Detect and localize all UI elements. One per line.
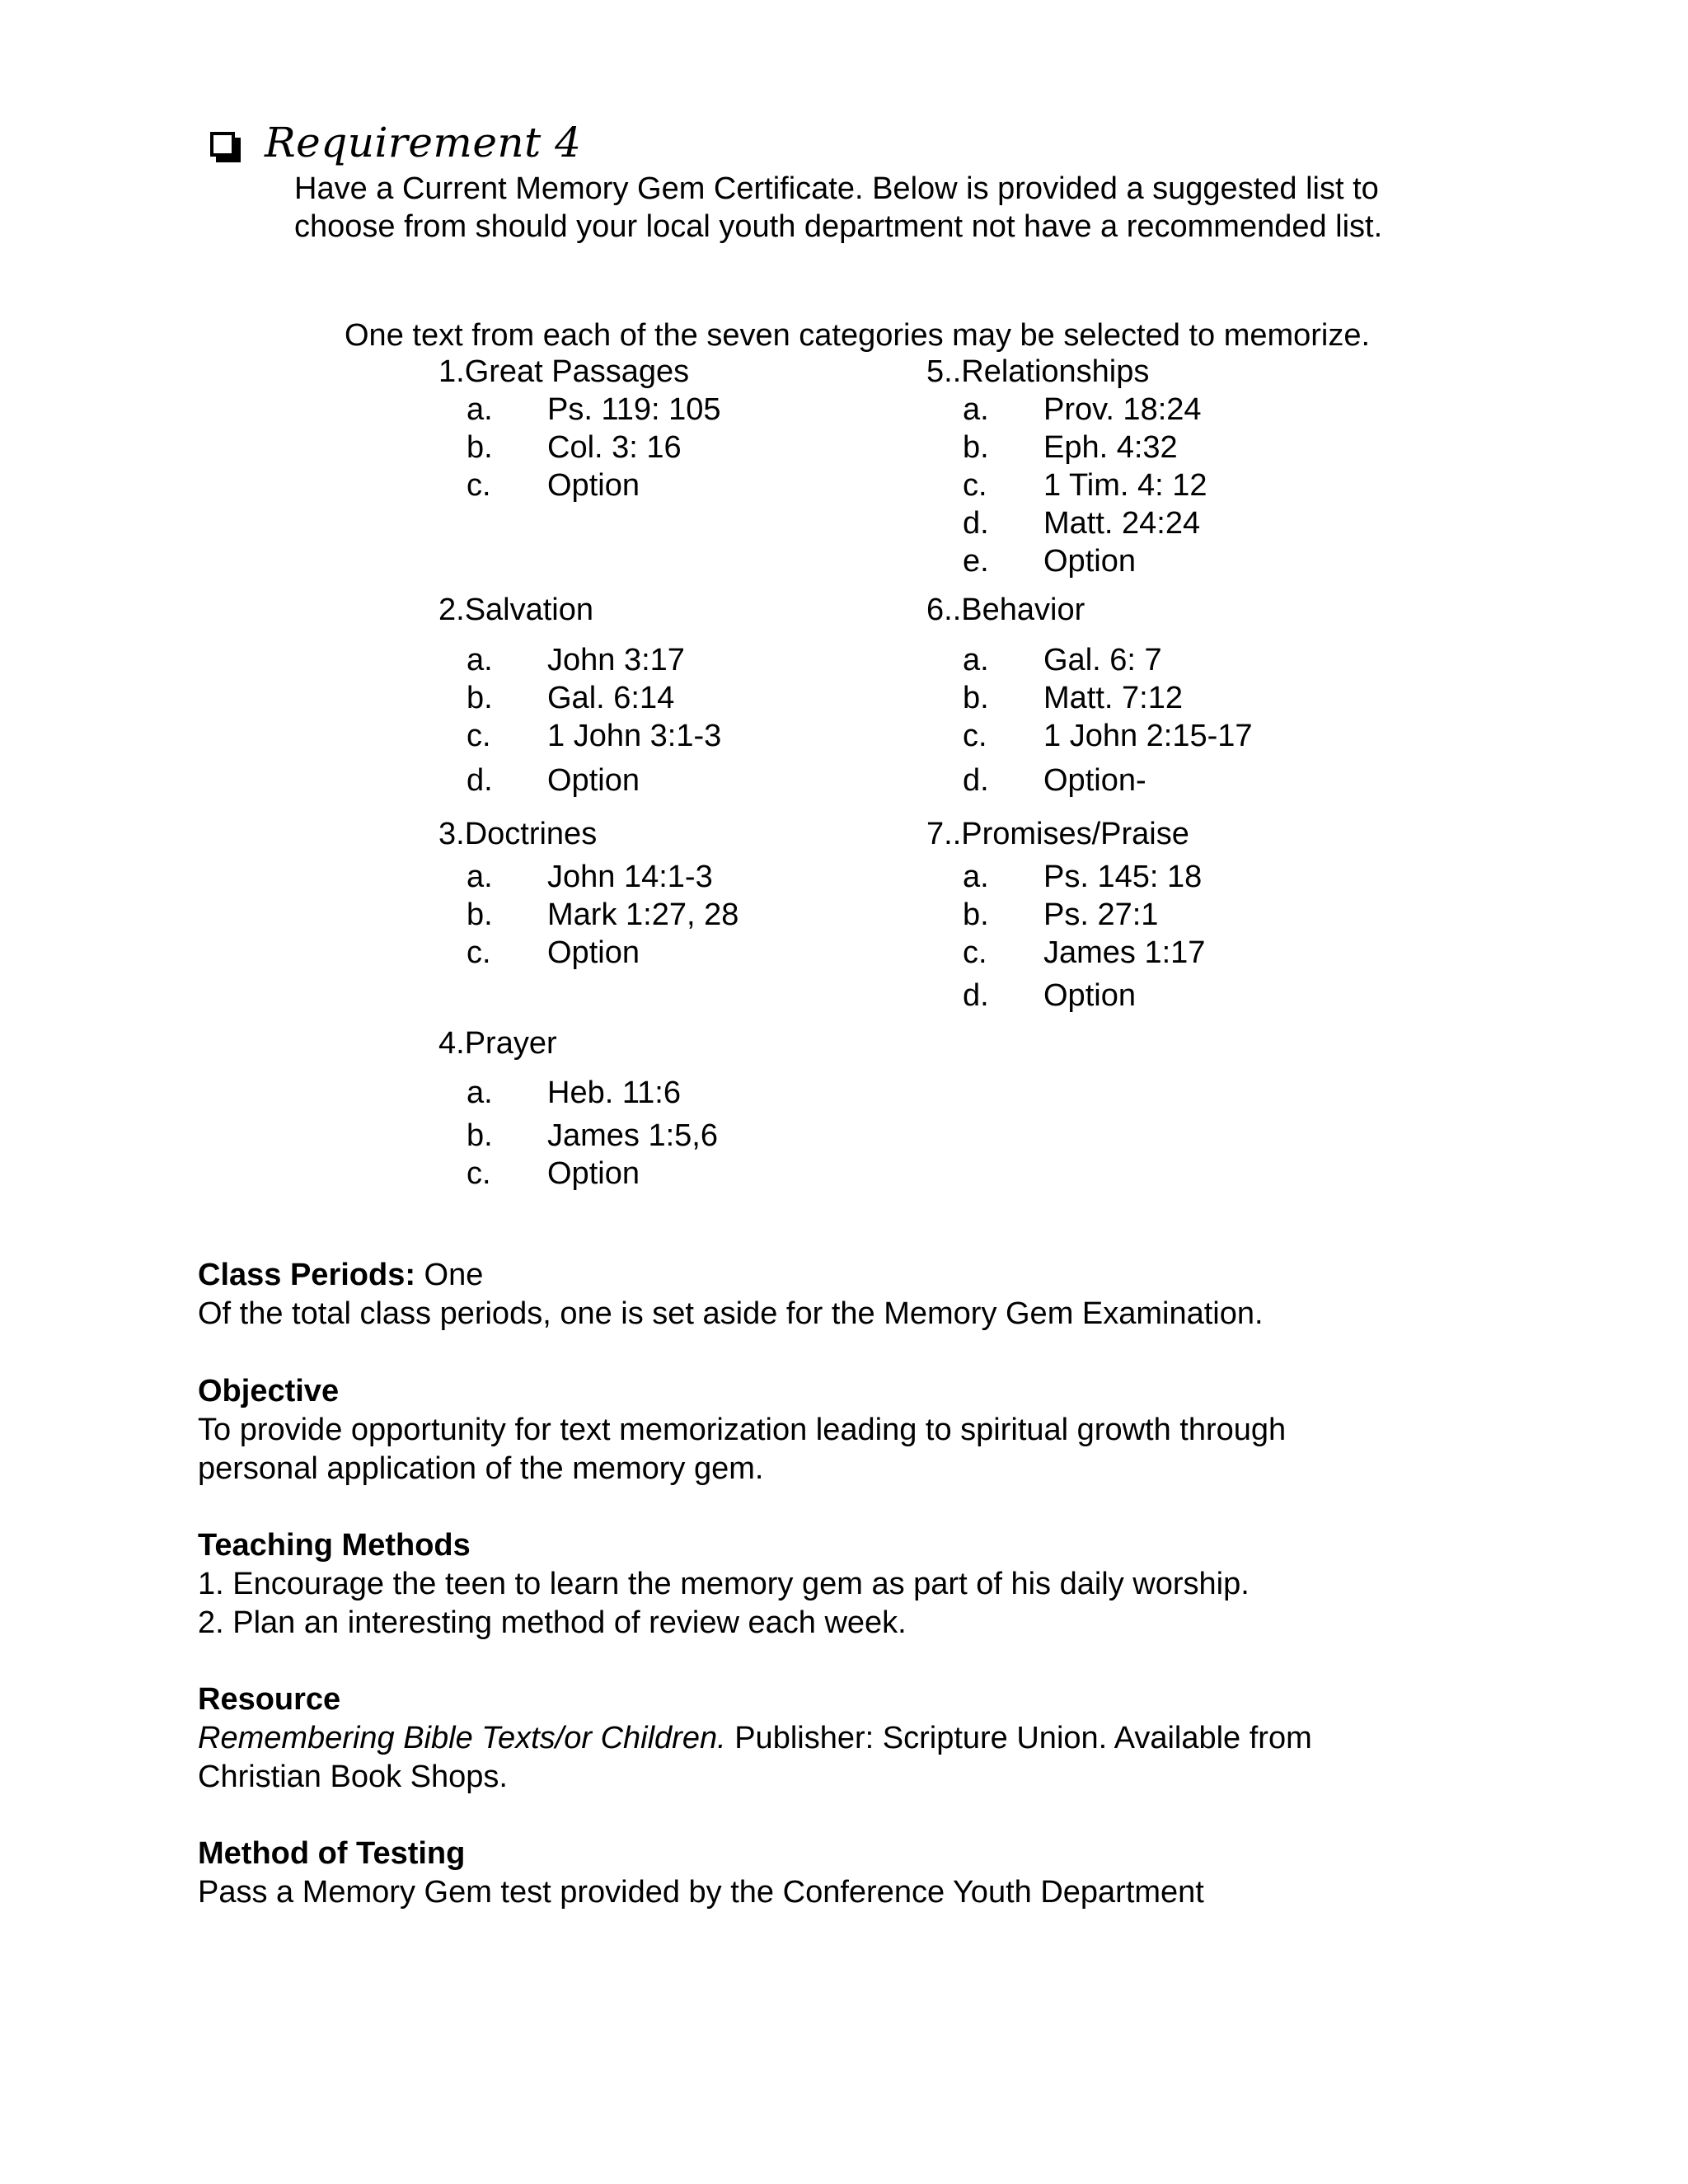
requirement-title: Requirement 4 [265,119,582,166]
category-title: 6..Behavior [926,593,1085,627]
item-reference: Prov. 18:24 [1043,392,1202,427]
item-letter: c. [467,935,491,970]
item-letter: b. [467,898,493,932]
resource-text: Publisher: Scripture Union. Available from Christian Book Shops. [198,1721,1312,1794]
item-letter: b. [467,1118,493,1153]
item-reference: Option [1043,544,1136,579]
item-letter: d. [963,506,989,541]
category-title: 5..Relationships [926,354,1150,389]
item-letter: a. [963,860,989,894]
item-letter: e. [963,544,989,579]
resource-title: Remembering Bible Texts/or Children. [198,1721,726,1755]
item-letter: b. [963,681,989,715]
class-periods-label: Class Periods: [198,1258,415,1292]
item-reference: Option- [1043,763,1146,798]
resource-heading: Resource [198,1682,341,1717]
item-letter: b. [963,430,989,465]
resource-text-block [198,1719,1401,1797]
requirement-intro: Have a Current Memory Gem Certificate. Below is provided a suggested list to choose from should your local youth department not have a recommended list. [294,171,1383,244]
objective-section [198,1372,1484,1488]
objective-heading: Objective [198,1374,340,1408]
item-letter: c. [467,1156,491,1191]
item-reference: John 14:1-3 [547,860,713,894]
item-reference: Option [547,468,640,503]
requirement-header [210,115,581,170]
method-of-testing-section [198,1835,1484,1912]
item-letter: b. [467,681,493,715]
item-reference: Matt. 7:12 [1043,681,1183,715]
teaching-methods-section [198,1526,1484,1643]
checkbox-icon [210,132,235,157]
item-letter: c. [963,468,987,503]
item-letter: d. [963,763,989,798]
item-reference: John 3:17 [547,643,685,677]
item-reference: Col. 3: 16 [547,430,682,465]
categories-lead: One text from each of the seven categories may be selected to memorize. [345,318,1371,353]
item-reference: Matt. 24:24 [1043,506,1201,541]
category-title: 2.Salvation [438,593,594,627]
item-letter: c. [963,719,987,753]
objective-text: To provide opportunity for text memorization leading to spiritual growth through personal application of the memory gem. [198,1413,1287,1486]
category-title: 7..Promises/Praise [926,817,1189,851]
item-reference: 1 John 3:1-3 [547,719,722,753]
item-reference: Option [547,763,640,798]
item-reference: Eph. 4:32 [1043,430,1178,465]
item-letter: a. [963,392,989,427]
item-letter: c. [963,935,987,970]
item-reference: Gal. 6: 7 [1043,643,1162,677]
item-reference: Ps. 119: 105 [547,392,721,427]
class-periods-value: One [415,1258,484,1292]
item-reference: Ps. 27:1 [1043,898,1159,932]
item-reference: Option [1043,978,1136,1013]
method-of-testing-text: Pass a Memory Gem test provided by the Conference Youth Department [198,1875,1204,1910]
item-reference: James 1:5,6 [547,1118,718,1153]
item-reference: Ps. 145: 18 [1043,860,1203,894]
category-title: 1.Great Passages [438,354,690,389]
item-letter: c. [467,468,491,503]
item-reference: Option [547,935,640,970]
item-letter: d. [963,978,989,1013]
item-reference: 1 John 2:15-17 [1043,719,1253,753]
item-reference: James 1:17 [1043,935,1206,970]
item-reference: Heb. 11:6 [547,1076,681,1110]
item-letter: c. [467,719,491,753]
item-letter: a. [467,392,493,427]
category-title: 4.Prayer [438,1026,557,1061]
item-letter: b. [467,430,493,465]
category-title: 3.Doctrines [438,817,598,851]
item-reference: 1 Tim. 4: 12 [1043,468,1207,503]
class-periods-section [198,1256,1484,1333]
teaching-method-item: 2. Plan an interesting method of review each week. [198,1605,907,1640]
item-reference: Gal. 6:14 [547,681,675,715]
teaching-method-item: 1. Encourage the teen to learn the memory gem as part of his daily worship. [198,1567,1250,1601]
item-reference: Option [547,1156,640,1191]
item-reference: Mark 1:27, 28 [547,898,739,932]
class-periods-text: Of the total class periods, one is set aside for the Memory Gem Examination. [198,1296,1264,1331]
item-letter: a. [467,643,493,677]
item-letter: a. [467,860,493,894]
teaching-methods-heading: Teaching Methods [198,1528,471,1563]
resource-section [198,1680,1484,1797]
item-letter: b. [963,898,989,932]
item-letter: a. [963,643,989,677]
item-letter: a. [467,1076,493,1110]
method-of-testing-heading: Method of Testing [198,1836,466,1871]
item-letter: d. [467,763,493,798]
